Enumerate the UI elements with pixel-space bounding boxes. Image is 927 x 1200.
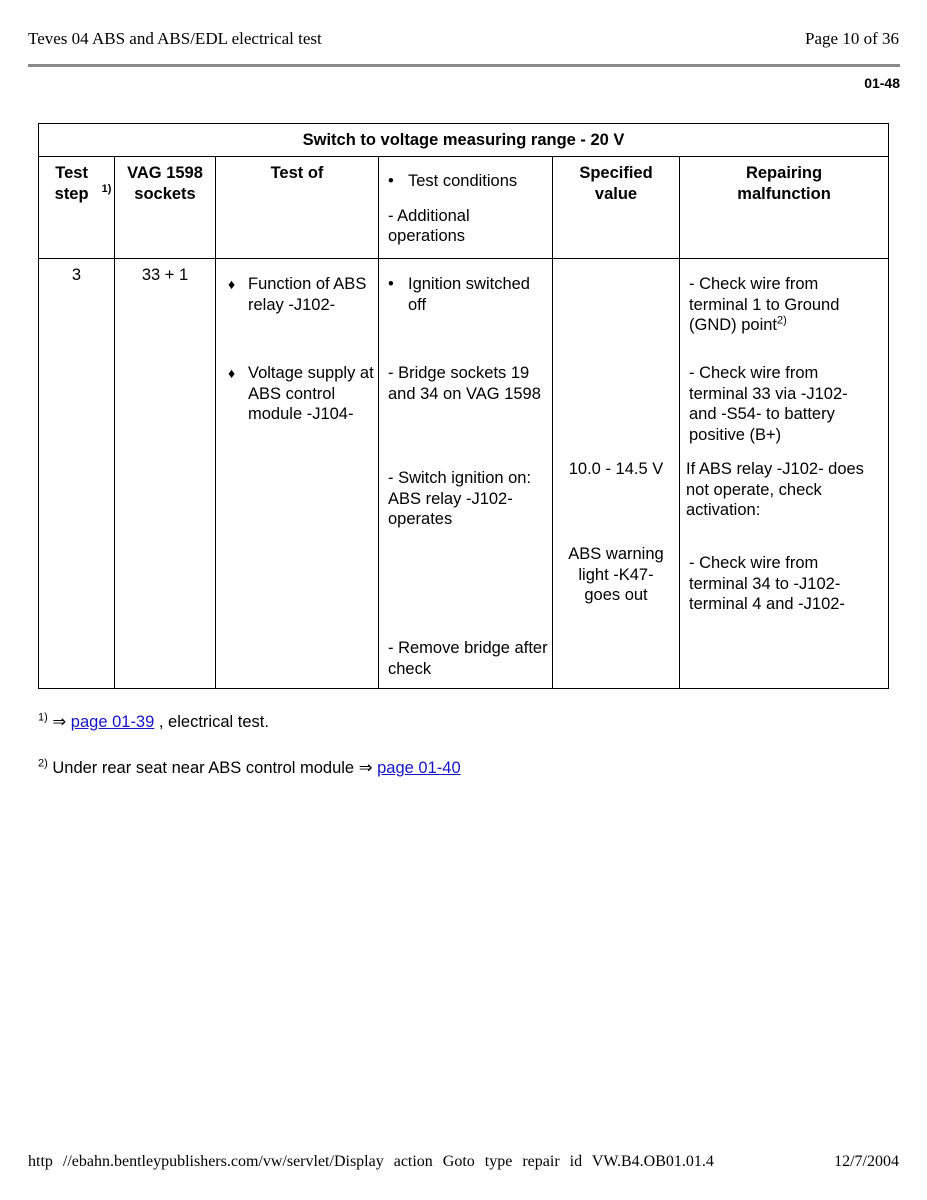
col-header-specified <box>553 157 680 259</box>
document-title: Teves 04 ABS and ABS/EDL electrical test <box>28 29 322 48</box>
footnote-1-link[interactable]: page 01-39 <box>70 713 155 731</box>
footnote-2-marker: 2) <box>38 757 48 770</box>
repair-check-terminal34: - Check wire from terminal 34 to -J102- terminal 4 and -J102- <box>689 554 845 614</box>
condition-bullet-item <box>388 274 548 315</box>
col-header-test-step-label: Test step <box>54 164 89 203</box>
repair-check-ground <box>689 274 879 336</box>
diamond-bullet-icon: ♦ <box>228 276 236 293</box>
footnote-1 <box>38 712 269 732</box>
arrow-right-icon: ⇒ <box>52 713 67 731</box>
col-header-conditions <box>379 157 553 259</box>
table-banner: Switch to voltage measuring range - 20 V <box>39 124 889 157</box>
electrical-test-table <box>38 123 889 689</box>
col-header-repair-line1: Repairing <box>745 164 823 183</box>
test-of-item-text: Function of ABS relay -J102- <box>248 275 367 314</box>
footnote-2 <box>38 758 461 778</box>
bullet-icon: • <box>388 275 394 294</box>
test-of-item <box>228 363 374 425</box>
condition-bridge: - Bridge sockets 19 and 34 on VAG 1598 <box>388 364 541 403</box>
footnote-1-marker: 1) <box>38 711 48 724</box>
col-header-repair <box>680 157 889 259</box>
footnote-2-link[interactable]: page 01-40 <box>377 759 461 777</box>
col-header-test-of: Test of <box>216 157 379 259</box>
condition-switch-on: - Switch ignition on: ABS relay -J102- operates <box>388 469 532 529</box>
test-of-cell <box>216 259 379 689</box>
repair-relay-activation: If ABS relay -J102- does not operate, check activation: <box>686 460 864 520</box>
test-of-item <box>228 274 374 315</box>
arrow-right-icon: ⇒ <box>358 759 373 777</box>
repair-cell <box>680 259 889 689</box>
header-divider <box>28 64 900 67</box>
repair-check-battery: - Check wire from terminal 33 via -J102- and -S54- to battery positive (B+) <box>689 364 848 444</box>
footnote-2-text: Under rear seat near ABS control module <box>47 759 359 777</box>
sockets-value: 33 + 1 <box>115 259 216 689</box>
specified-cell <box>553 259 680 689</box>
specified-warning-light: ABS warning light -K47- goes out <box>568 545 664 605</box>
conditions-extra-label: - Additional operations <box>388 206 470 246</box>
footnote-1-text: , electrical test. <box>154 713 269 731</box>
col-header-repair-line2: malfunction <box>737 184 831 203</box>
bullet-icon: • <box>388 172 394 191</box>
col-header-sockets <box>115 157 216 259</box>
repair-check-ground-text: - Check wire from terminal 1 to Ground (GND) point <box>689 275 840 335</box>
footnote-ref-1: 1) <box>101 183 112 196</box>
col-header-sockets-line1: VAG 1598 <box>127 164 203 183</box>
condition-remove-bridge: - Remove bridge after check <box>388 639 548 678</box>
conditions-cell <box>379 259 553 689</box>
footer-date: 12/7/2004 <box>834 1153 899 1170</box>
diamond-bullet-icon: ♦ <box>228 365 236 382</box>
footnote-ref-2: 2) <box>777 314 787 327</box>
col-header-specified-line1: Specified <box>579 164 653 183</box>
page-number: Page 10 of 36 <box>805 29 899 48</box>
conditions-bullet-item <box>388 171 544 192</box>
col-header-test-step <box>39 157 115 259</box>
test-step-value: 3 <box>39 259 115 689</box>
section-code: 01-48 <box>864 75 900 91</box>
specified-voltage: 10.0 - 14.5 V <box>568 460 664 479</box>
test-of-item-text: Voltage supply at ABS control module -J104- <box>248 364 374 424</box>
col-header-specified-line2: value <box>594 184 638 203</box>
condition-ignition-off: Ignition switched off <box>408 275 530 314</box>
col-header-sockets-line2: sockets <box>134 184 196 203</box>
footer-url: http //ebahn.bentleypublishers.com/vw/servlet/Display action Goto type repair id VW.B4.OB01.01.4 <box>28 1153 714 1170</box>
conditions-bullet-label: Test conditions <box>408 172 518 191</box>
